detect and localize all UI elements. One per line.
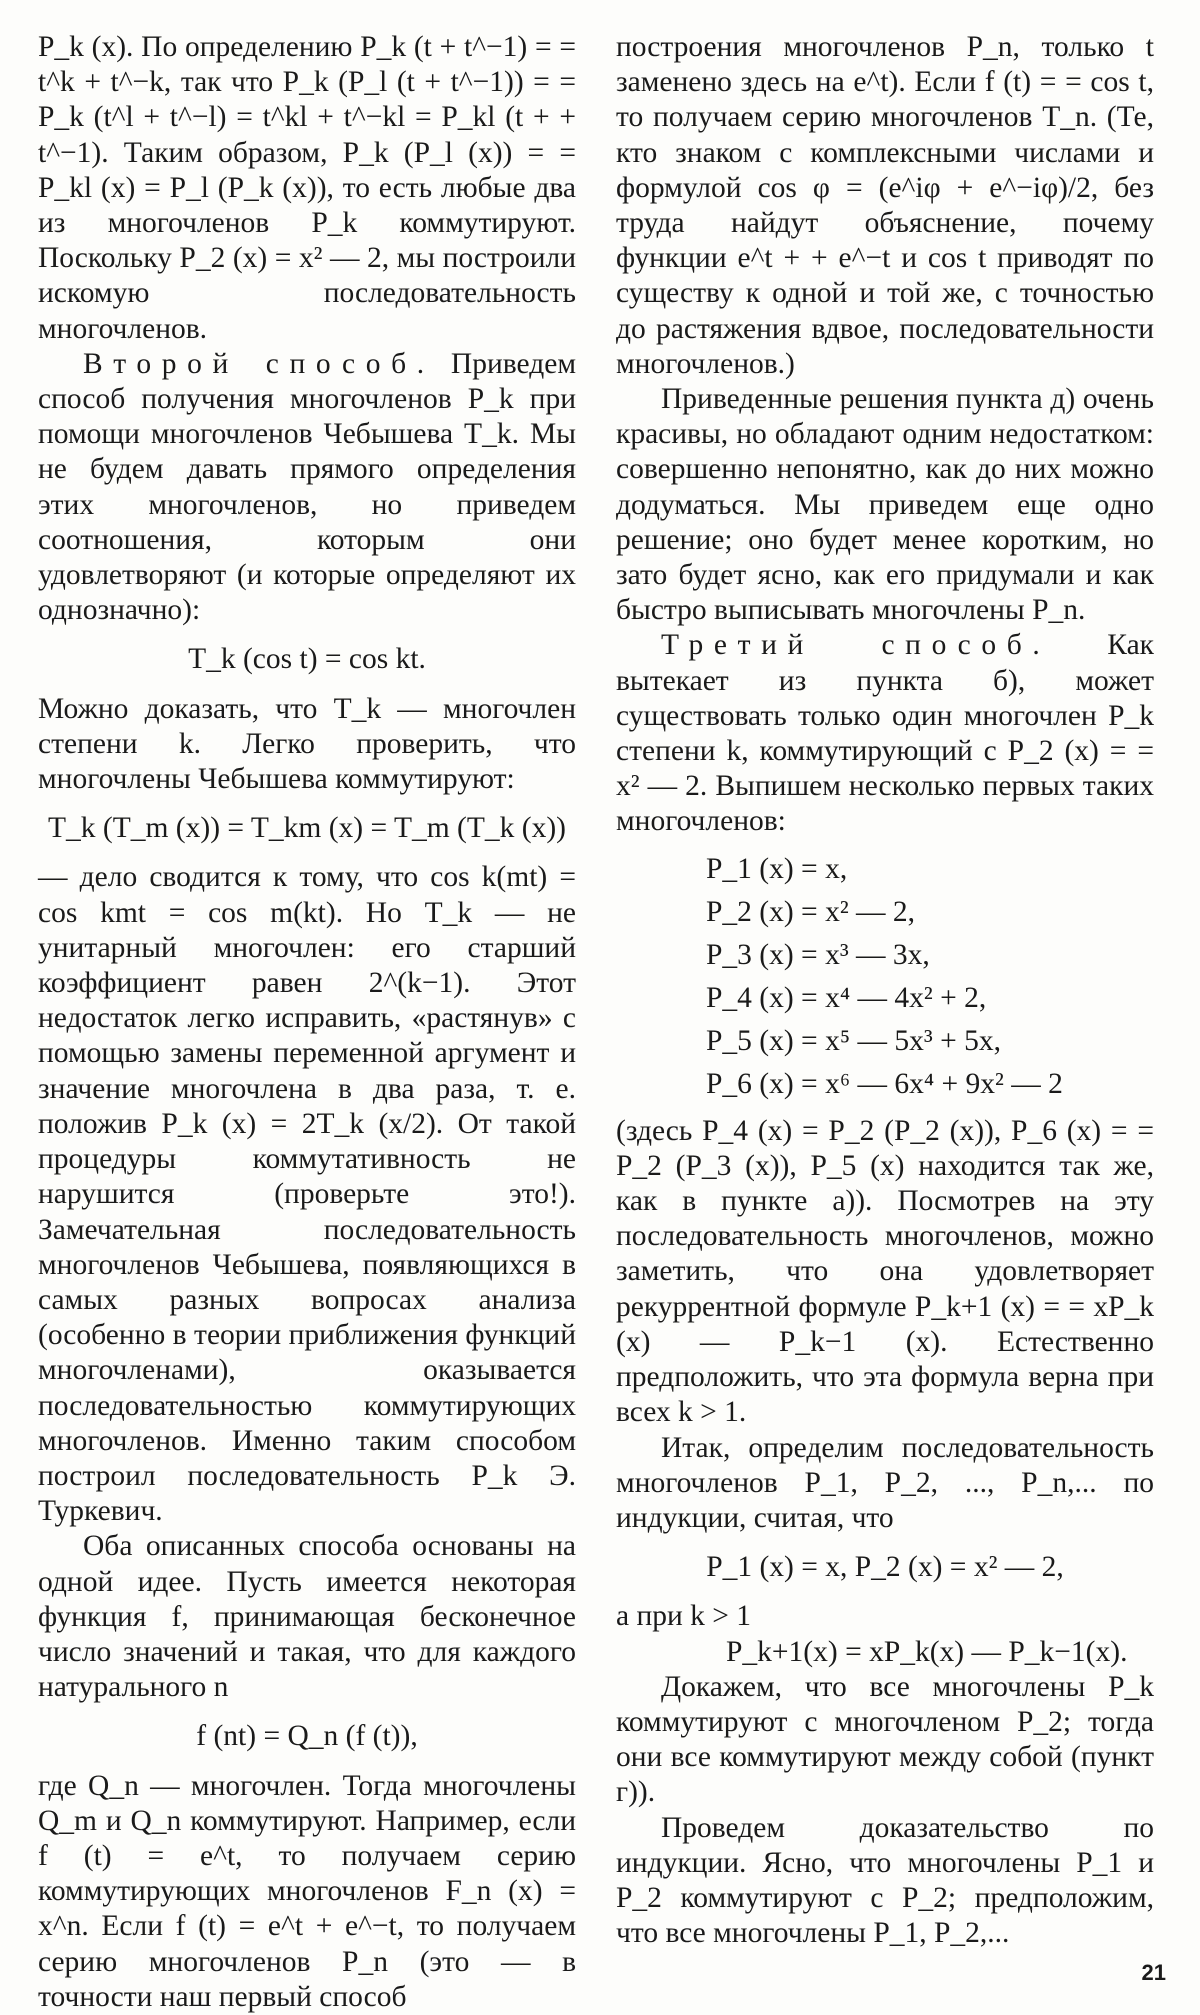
polynomial-list [706, 848, 1154, 1106]
paragraph: а при k > 1 [616, 1600, 752, 1633]
equation: P_k+1(x) = xP_k(x) — P_k−1(x). [726, 1635, 1128, 1668]
polynomial: P_1 (x) = x, [706, 852, 848, 885]
equation: T_k (cos t) = cos kt. [188, 643, 426, 676]
paragraph-text: Как вытекает из пункта б), может существовать только один многочлен P_k степени k, коммутирующий с P_2 (x) = = x² — 2. Выпишем несколько первых таких многочленов: [616, 629, 1155, 838]
polynomial: P_6 (x) = x⁶ — 6x⁴ + 9x² — 2 [706, 1067, 1063, 1100]
polynomial: P_3 (x) = x³ — 3x, [706, 938, 930, 971]
section-heading: Третий способ. [661, 629, 1051, 662]
polynomial: P_4 (x) = x⁴ — 4x² + 2, [706, 981, 987, 1014]
paragraph: Итак, определим последовательность многочленов P_1, P_2, ..., P_n,... по индукции, считая, что [616, 1431, 1154, 1534]
paragraph [616, 628, 1154, 839]
left-column [38, 30, 576, 2015]
equation: f (nt) = Q_n (f (t)), [196, 1720, 418, 1753]
polynomial: P_5 (x) = x⁵ — 5x³ + 5x, [706, 1024, 1001, 1057]
paragraph: Можно доказать, что T_k — многочлен степени k. Легко проверить, что многочлены Чебышева коммутируют: [38, 692, 576, 796]
paragraph [38, 347, 576, 629]
equation: T_k (T_m (x)) = T_km (x) = T_m (T_k (x)) [47, 812, 566, 845]
polynomial: P_2 (x) = x² — 2, [706, 895, 916, 928]
section-heading: Второй способ. [83, 347, 435, 380]
paragraph: Докажем, что все многочлены P_k коммутируют с многочленом P_2; тогда они все коммутируют между собой (пункт г)). [616, 1670, 1154, 1809]
paragraph: P_k (x). По определению P_k (t + t^−1) = = t^k + t^−k, так что P_k (P_l (t + t^−1)) = = P_k (t^l + t^−l) = t^kl + t^−kl = P_kl (t + + t^−1). Таким образом, P_k (P_l (x)) = = P_kl (x) = P_l (P_k (x)), то есть любые два из многочленов P_k коммутируют. Поскольку P_2 (x) = x² — 2, мы построили искомую последовательность многочленов. [38, 31, 576, 345]
paragraph: Проведем доказательство по индукции. Ясно, что многочлены P_1 и P_2 коммутируют с P_2; предположим, что все многочлены P_1, P_2,... [616, 1811, 1154, 1950]
paragraph: где Q_n — многочлен. Тогда многочлены Q_m и Q_n коммутируют. Например, если f (t) = e^t, то получаем серию коммутирующих многочленов F_n (x) = x^n. Если f (t) = e^t + e^−t, то получаем серию многочленов P_n (это — в точности наш первый способ [38, 1769, 576, 2013]
equation: P_1 (x) = x, P_2 (x) = x² — 2, [706, 1551, 1064, 1584]
paragraph: Оба описанных способа основаны на одной идее. Пусть имеется некоторая функция f, принимающая бесконечное число значений и такая, что для каждого натурального n [38, 1530, 576, 1704]
paragraph: — дело сводится к тому, что cos k(mt) = cos kmt = cos m(kt). Но T_k — не унитарный многочлен: его старший коэффициент равен 2^(k−1). Этот недостаток легко исправить, «растянув» с помощью замены переменной аргумент и значение многочлена в два раза, т. е. положив P_k (x) = 2T_k (x/2). От такой процедуры коммутативность не нарушится (проверьте это!). Замечательная последовательность многочленов Чебышева, появляющихся в самых разных вопросах анализа (особенно в теории приближения функций многочленами), оказывается последовательностью коммутирующих многочленов. Именно таким способом построил последовательность P_k Э. Туркевич. [38, 861, 576, 1528]
paragraph-text: Приведем способ получения многочленов P_k при помощи многочленов Чебышева T_k. Мы не будем давать прямого определения этих многочленов, но приведем соотношения, которым они удовлетворяют (и которые определяют их однозначно): [38, 347, 576, 627]
right-column [616, 30, 1154, 1951]
paragraph: построения многочленов P_n, только t заменено здесь на e^t). Если f (t) = = cos t, то получаем серию многочленов T_n. (Те, кто знаком с комплексными числами и формулой cos φ = (e^iφ + e^−iφ)/2, без труда найдут объяснение, почему функции e^t + + e^−t и cos t приводят по существу к одной и той же, с точностью до растяжения вдвое, последовательности многочленов.) [616, 31, 1154, 380]
paragraph: Приведенные решения пункта д) очень красивы, но обладают одним недостатком: совершенно непонятно, как до них можно додуматься. Мы приведем еще одно решение; оно будет менее коротким, но зато будет ясно, как его придумали и как быстро выписывать многочлены P_n. [616, 383, 1154, 627]
paragraph: (здесь P_4 (x) = P_2 (P_2 (x)), P_6 (x) = = P_2 (P_3 (x)), P_5 (x) находится так же, как в пункте а)). Посмотрев на эту последовательность многочленов, можно заметить, что она удовлетворяет рекуррентной формуле P_k+1 (x) = = xP_k (x) — P_k−1 (x). Естественно предположить, что эта формула верна при всех k > 1. [616, 1114, 1154, 1429]
page-number: 21 [1141, 1960, 1166, 1985]
